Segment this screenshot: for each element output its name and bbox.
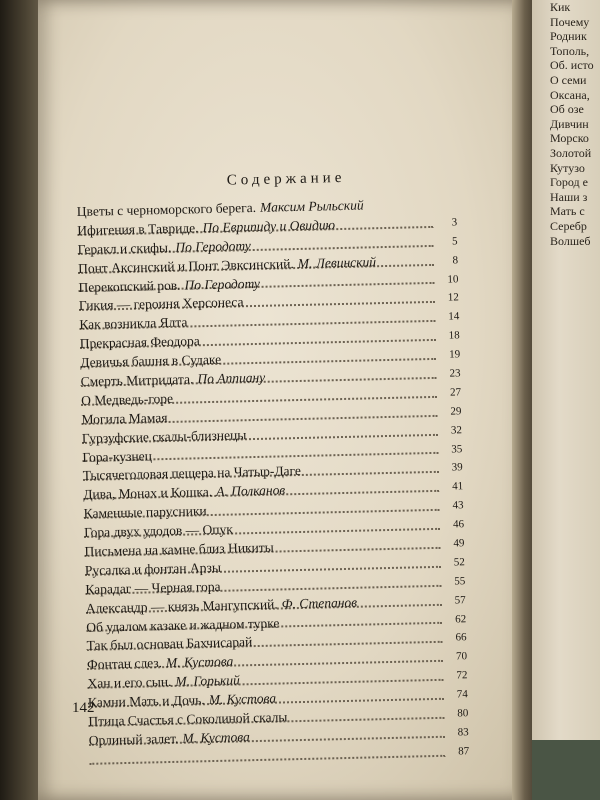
toc-entry-title: Перекопский ров. xyxy=(78,277,181,295)
toc-entry-title: Орлиный залет. xyxy=(88,730,179,748)
toc-entry-title: Прекрасная Феодора xyxy=(79,333,200,352)
toc-entry-title: Гора-кузнец xyxy=(82,447,153,465)
toc-entry-page: 66 xyxy=(455,631,467,644)
opposite-page-line: Кик xyxy=(550,0,571,14)
toc-entry-author: Ф. Степанов xyxy=(281,594,358,612)
toc-entry-page: 62 xyxy=(455,612,467,626)
toc-entry-title: Карадаг — Черная гора xyxy=(85,578,221,597)
opposite-page-line: Серебр xyxy=(550,218,587,233)
toc-entry-title: Фонтан слез. xyxy=(86,655,163,673)
opposite-page-line: Тополь, xyxy=(550,43,590,58)
toc-entry-page: 29 xyxy=(450,405,462,418)
toc-entry-author: По Геродоту xyxy=(175,237,251,255)
toc-entry-page: 19 xyxy=(449,348,461,361)
toc-entry-title: Каменные парусники xyxy=(83,503,207,522)
toc-entry-title: Как возникла Ялта xyxy=(79,314,188,333)
opposite-page-line: Дивчин xyxy=(550,116,589,131)
toc-entry-title: Русалка и фонтан Арзы xyxy=(84,559,222,578)
toc-entry-title: Птица Счастья с Соколиной скалы xyxy=(88,709,288,729)
opposite-page-line: Золотой xyxy=(550,145,592,160)
toc-entry-author: Максим Рыльский xyxy=(259,197,364,215)
toc-entry-title: О Медведь-горе xyxy=(80,390,174,408)
toc-entry-page: 80 xyxy=(457,707,469,720)
toc-entry-title: Александр — князь Мангупский. xyxy=(85,596,278,616)
toc-entry-title: Цветы с черноморского берега. xyxy=(76,199,257,219)
toc-entry-title: Геракл и скифы. xyxy=(77,239,172,257)
opposite-page-line: Об озе xyxy=(550,102,584,117)
toc-entry-page: 10 xyxy=(447,272,459,286)
toc-entry-author: По Геродоту xyxy=(184,275,261,293)
toc-entry-title: Хан и его сын. xyxy=(87,674,172,692)
toc-heading: Содержание xyxy=(226,169,346,189)
opposite-page-line: Об. исто xyxy=(550,58,594,73)
toc-entry-page: 23 xyxy=(449,367,461,380)
toc-entry-author: М. Кустова xyxy=(182,729,250,746)
toc-entry-page: 18 xyxy=(448,329,460,342)
toc-entry-title: Об удалом казаке и жадном турке xyxy=(86,615,280,635)
toc-entry-page: 35 xyxy=(451,442,463,456)
table-of-contents xyxy=(76,167,469,769)
toc-entry-page: 14 xyxy=(448,310,460,323)
toc-entry-title: Так был основан Бахчисарай xyxy=(86,634,253,654)
toc-entry-title: Гурзуфские скалы-близнецы xyxy=(81,426,247,446)
toc-entry-page: 57 xyxy=(454,593,466,607)
toc-entry-page: 74 xyxy=(456,688,468,701)
toc-entry-page: 55 xyxy=(454,575,466,588)
opposite-page-line: Волшеб xyxy=(550,233,591,248)
toc-entry-page: 43 xyxy=(452,499,464,512)
toc-entry-author: По Аппиану xyxy=(197,369,266,387)
toc-entry-author: М. Левинский xyxy=(297,253,377,271)
toc-entry-page: 39 xyxy=(451,461,463,475)
toc-entry-title: Понт Аксинский и Понт Эвксинский. xyxy=(77,255,294,276)
toc-entry-title: Гикия — героиня Херсонеса xyxy=(78,294,244,314)
toc-entry-author: М. Кустова xyxy=(208,690,277,708)
toc-entry-title: Смерть Митридата. xyxy=(80,371,194,389)
toc-entry-title: Дива, Монах и Кошка. xyxy=(83,484,213,503)
opposite-page-fragment xyxy=(532,0,600,740)
toc-entry-page: 41 xyxy=(452,480,464,493)
opposite-page-line: Мать с xyxy=(550,204,585,219)
toc-entry-page: 49 xyxy=(453,537,465,550)
book-cover-edge xyxy=(532,740,600,800)
toc-entry-author: М. Горький xyxy=(175,672,241,690)
toc-entry-title: Гора двух удодов — Опук xyxy=(83,521,234,541)
toc-entry-page: 83 xyxy=(457,726,469,739)
opposite-page-line: Наши з xyxy=(550,189,588,204)
toc-entry-page: 12 xyxy=(447,291,459,305)
opposite-page-line: Город е xyxy=(550,175,588,190)
toc-entry-page: 70 xyxy=(455,650,468,663)
toc-entry-title: Письмена на камне близ Никиты xyxy=(84,539,274,559)
opposite-page-line: Почему xyxy=(550,14,590,29)
toc-entry-title: Могила Мамая xyxy=(81,409,168,427)
toc-entry-title: Камни Мать и Дочь. xyxy=(87,692,205,711)
toc-entry-page: 72 xyxy=(456,669,468,682)
toc-entry-page: 32 xyxy=(450,424,462,437)
toc-list xyxy=(77,194,470,769)
toc-entry-page: 46 xyxy=(452,518,465,531)
toc-entry-author: По Еврипиду и Овидию xyxy=(202,217,336,236)
toc-entry-title: Девичья башня в Судаке xyxy=(80,351,222,371)
toc-entry-title: Ифигения в Тавриде. xyxy=(77,220,199,238)
toc-entry-page: 3 xyxy=(451,216,458,229)
opposite-page-line: О семи xyxy=(550,72,587,87)
page-number: 142 xyxy=(72,700,95,716)
toc-entry-page: 5 xyxy=(451,235,458,248)
opposite-page-line: Родник xyxy=(550,29,587,44)
opposite-page-line: Кутузо xyxy=(550,160,585,175)
toc-entry-page: 87 xyxy=(458,745,470,758)
opposite-page-line: Оксана, xyxy=(550,87,590,102)
toc-entry-author: А. Полканов xyxy=(215,482,286,500)
toc-entry-page: 27 xyxy=(449,386,462,399)
toc-entry-page: 8 xyxy=(452,254,459,267)
toc-entry-page: 52 xyxy=(453,556,465,569)
toc-entry-author: М. Кустова xyxy=(165,653,234,671)
toc-entry-title: Тысячеголовая пещера на Чатыр-Даге xyxy=(82,463,302,484)
opposite-page-line: Морско xyxy=(550,131,589,146)
